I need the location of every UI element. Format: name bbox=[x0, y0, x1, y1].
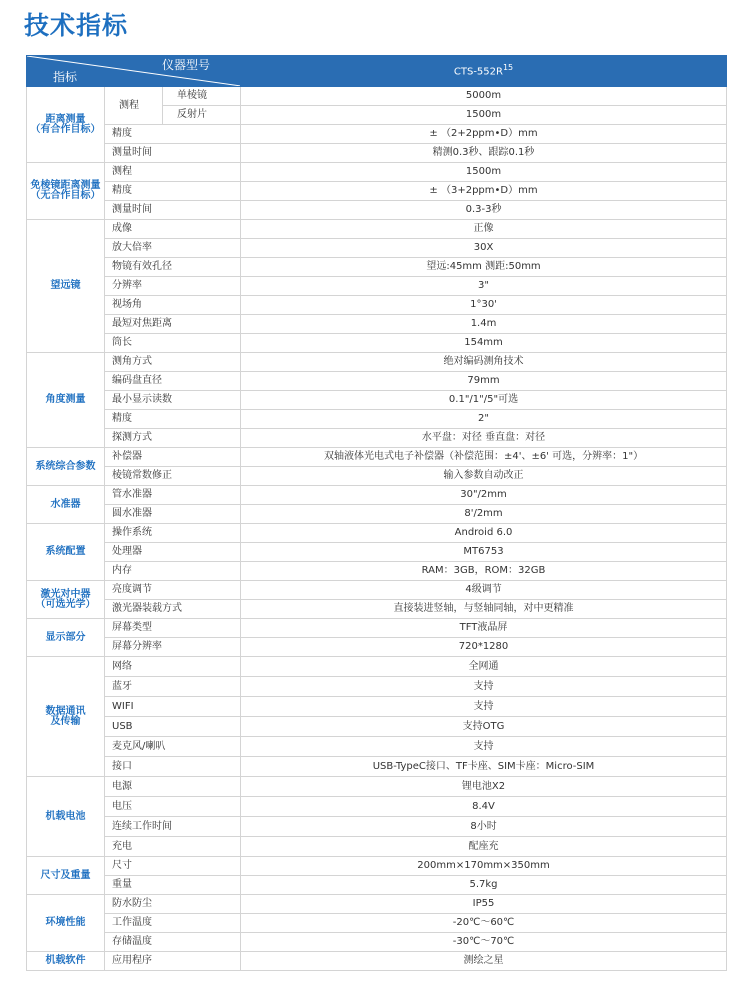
category-prismless: 免棱镜距离测量 （无合作目标） bbox=[27, 163, 105, 220]
table-row bbox=[27, 486, 727, 505]
spec-label: 尺寸 bbox=[105, 857, 241, 876]
spec-value: 0.3-3秒 bbox=[241, 201, 727, 220]
spec-value: 2" bbox=[241, 410, 727, 429]
spec-value: 水平盘：对径 垂直盘：对径 bbox=[241, 429, 727, 448]
spec-value: 4级调节 bbox=[241, 581, 727, 600]
spec-value: 720*1280 bbox=[241, 638, 727, 657]
category-display: 显示部分 bbox=[27, 619, 105, 657]
page-title: 技术指标 bbox=[24, 11, 129, 40]
spec-value: 支持 bbox=[241, 737, 727, 757]
table-row bbox=[27, 757, 727, 777]
spec-label: 存储温度 bbox=[105, 933, 241, 952]
table-row bbox=[27, 797, 727, 817]
spec-label: USB bbox=[105, 717, 241, 737]
spec-label: 网络 bbox=[105, 657, 241, 677]
spec-value: 1°30' bbox=[241, 296, 727, 315]
table-row bbox=[27, 697, 727, 717]
table-row bbox=[27, 239, 727, 258]
category-system: 系统综合参数 bbox=[27, 448, 105, 486]
spec-value: 输入参数自动改正 bbox=[241, 467, 727, 486]
table-row bbox=[27, 429, 727, 448]
spec-label: 筒长 bbox=[105, 334, 241, 353]
spec-value: 精测0.3秒、跟踪0.1秒 bbox=[241, 144, 727, 163]
spec-label: 电源 bbox=[105, 777, 241, 797]
table-row bbox=[27, 182, 727, 201]
spec-label: 视场角 bbox=[105, 296, 241, 315]
spec-value: 0.1"/1"/5"可选 bbox=[241, 391, 727, 410]
table-row bbox=[27, 677, 727, 697]
table-row bbox=[27, 837, 727, 857]
spec-label: 内存 bbox=[105, 562, 241, 581]
spec-value: 5000m bbox=[241, 87, 727, 106]
table-row bbox=[27, 505, 727, 524]
spec-value: 30X bbox=[241, 239, 727, 258]
spec-label: 物镜有效孔径 bbox=[105, 258, 241, 277]
category-software: 机载软件 bbox=[27, 952, 105, 971]
spec-table bbox=[26, 55, 727, 971]
spec-label: 亮度调节 bbox=[105, 581, 241, 600]
spec-value: ± （2+2ppm•D）mm bbox=[241, 125, 727, 144]
table-row bbox=[27, 600, 727, 619]
spec-value: 锂电池X2 bbox=[241, 777, 727, 797]
spec-label: 蓝牙 bbox=[105, 677, 241, 697]
spec-value: -20℃～60℃ bbox=[241, 914, 727, 933]
spec-label: 棱镜常数修正 bbox=[105, 467, 241, 486]
spec-label: 管水准器 bbox=[105, 486, 241, 505]
table-row bbox=[27, 296, 727, 315]
spec-label: 麦克风/喇叭 bbox=[105, 737, 241, 757]
spec-value: 正像 bbox=[241, 220, 727, 239]
table-row bbox=[27, 467, 727, 486]
spec-value: 8小时 bbox=[241, 817, 727, 837]
spec-value: 双轴液体光电式电子补偿器（补偿范围：±4'、±6' 可选，分辨率：1"） bbox=[241, 448, 727, 467]
table-row bbox=[27, 334, 727, 353]
spec-label: 连续工作时间 bbox=[105, 817, 241, 837]
spec-label: 分辨率 bbox=[105, 277, 241, 296]
table-row bbox=[27, 353, 727, 372]
table-row bbox=[27, 391, 727, 410]
table-row bbox=[27, 619, 727, 638]
spec-label: 探测方式 bbox=[105, 429, 241, 448]
table-row bbox=[27, 87, 727, 106]
table-row bbox=[27, 737, 727, 757]
spec-label: 重量 bbox=[105, 876, 241, 895]
spec-value: Android 6.0 bbox=[241, 524, 727, 543]
category-battery: 机载电池 bbox=[27, 777, 105, 857]
spec-value: 200mm×170mm×350mm bbox=[241, 857, 727, 876]
table-row bbox=[27, 524, 727, 543]
spec-sublabel: 单棱镜 bbox=[163, 87, 241, 106]
table-row bbox=[27, 817, 727, 837]
spec-label: 接口 bbox=[105, 757, 241, 777]
spec-value: 79mm bbox=[241, 372, 727, 391]
spec-value: 配座充 bbox=[241, 837, 727, 857]
spec-label: 测量时间 bbox=[105, 144, 241, 163]
spec-value: IP55 bbox=[241, 895, 727, 914]
spec-label: 测量时间 bbox=[105, 201, 241, 220]
spec-label: 补偿器 bbox=[105, 448, 241, 467]
spec-value: -30℃～70℃ bbox=[241, 933, 727, 952]
header-item-label: 指标 bbox=[53, 70, 78, 84]
spec-value: 测绘之星 bbox=[241, 952, 727, 971]
spec-label: 测程 bbox=[105, 163, 241, 182]
category-size-weight: 尺寸及重量 bbox=[27, 857, 105, 895]
spec-value: RAM：3GB，ROM：32GB bbox=[241, 562, 727, 581]
spec-label: 最小显示读数 bbox=[105, 391, 241, 410]
spec-label: 编码盘直径 bbox=[105, 372, 241, 391]
spec-value: 绝对编码测角技术 bbox=[241, 353, 727, 372]
spec-value: ± （3+2ppm•D）mm bbox=[241, 182, 727, 201]
spec-sublabel: 反射片 bbox=[163, 106, 241, 125]
category-level: 水准器 bbox=[27, 486, 105, 524]
spec-label: 屏幕类型 bbox=[105, 619, 241, 638]
category-distance: 距离测量 （有合作目标） bbox=[27, 87, 105, 163]
table-row bbox=[27, 448, 727, 467]
spec-value: 全网通 bbox=[241, 657, 727, 677]
spec-value: 154mm bbox=[241, 334, 727, 353]
table-row bbox=[27, 657, 727, 677]
spec-label: 屏幕分辨率 bbox=[105, 638, 241, 657]
table-row bbox=[27, 857, 727, 876]
category-laser: 激光对中器 （可选光学） bbox=[27, 581, 105, 619]
category-angle: 角度测量 bbox=[27, 353, 105, 448]
model-superscript: 15 bbox=[502, 63, 514, 73]
table-row bbox=[27, 277, 727, 296]
table-row bbox=[27, 163, 727, 182]
table-row bbox=[27, 914, 727, 933]
spec-label: 应用程序 bbox=[105, 952, 241, 971]
spec-label: 圆水准器 bbox=[105, 505, 241, 524]
table-row bbox=[27, 933, 727, 952]
header-model bbox=[241, 56, 727, 87]
table-row bbox=[27, 125, 727, 144]
spec-value: 1.4m bbox=[241, 315, 727, 334]
table-row bbox=[27, 543, 727, 562]
model-name: CTS-552R bbox=[453, 66, 503, 78]
header-diagonal-cell bbox=[27, 56, 241, 87]
table-header bbox=[27, 56, 727, 87]
spec-value: 支持 bbox=[241, 677, 727, 697]
spec-label: 精度 bbox=[105, 125, 241, 144]
spec-label: 精度 bbox=[105, 182, 241, 201]
spec-value: 3" bbox=[241, 277, 727, 296]
table-row bbox=[27, 581, 727, 600]
spec-label: 防水防尘 bbox=[105, 895, 241, 914]
spec-value: USB-TypeC接口、TF卡座、SIM卡座：Micro-SIM bbox=[241, 757, 727, 777]
category-telescope: 望远镜 bbox=[27, 220, 105, 353]
spec-value: 望远:45mm 测距:50mm bbox=[241, 258, 727, 277]
spec-value: 30"/2mm bbox=[241, 486, 727, 505]
spec-value: 8'/2mm bbox=[241, 505, 727, 524]
table-row bbox=[27, 638, 727, 657]
spec-value: 5.7kg bbox=[241, 876, 727, 895]
spec-label: 测角方式 bbox=[105, 353, 241, 372]
spec-value: 1500m bbox=[241, 106, 727, 125]
header-model-label: 仪器型号 bbox=[162, 58, 211, 72]
spec-value: 8.4V bbox=[241, 797, 727, 817]
table-row bbox=[27, 258, 727, 277]
table-row bbox=[27, 876, 727, 895]
category-environment: 环境性能 bbox=[27, 895, 105, 952]
spec-value: 1500m bbox=[241, 163, 727, 182]
spec-label: WIFI bbox=[105, 697, 241, 717]
spec-value: TFT液晶屏 bbox=[241, 619, 727, 638]
spec-label: 充电 bbox=[105, 837, 241, 857]
spec-label: 精度 bbox=[105, 410, 241, 429]
spec-label: 成像 bbox=[105, 220, 241, 239]
table-row bbox=[27, 895, 727, 914]
table-row bbox=[27, 372, 727, 391]
table-row bbox=[27, 220, 727, 239]
table-row bbox=[27, 144, 727, 163]
spec-label: 电压 bbox=[105, 797, 241, 817]
spec-value: MT6753 bbox=[241, 543, 727, 562]
spec-label: 测程 bbox=[105, 87, 163, 125]
spec-label: 处理器 bbox=[105, 543, 241, 562]
table-row bbox=[27, 410, 727, 429]
table-row bbox=[27, 777, 727, 797]
category-config: 系统配置 bbox=[27, 524, 105, 581]
table-row bbox=[27, 315, 727, 334]
spec-value: 直接装进竖轴，与竖轴同轴，对中更精准 bbox=[241, 600, 727, 619]
table-row bbox=[27, 717, 727, 737]
table-row bbox=[27, 952, 727, 971]
spec-label: 放大倍率 bbox=[105, 239, 241, 258]
table-row bbox=[27, 201, 727, 220]
spec-value: 支持 bbox=[241, 697, 727, 717]
spec-label: 最短对焦距离 bbox=[105, 315, 241, 334]
spec-label: 操作系统 bbox=[105, 524, 241, 543]
table-row bbox=[27, 562, 727, 581]
category-communication: 数据通讯 及传输 bbox=[27, 657, 105, 777]
spec-label: 工作温度 bbox=[105, 914, 241, 933]
spec-value: 支持OTG bbox=[241, 717, 727, 737]
spec-label: 激光器装载方式 bbox=[105, 600, 241, 619]
